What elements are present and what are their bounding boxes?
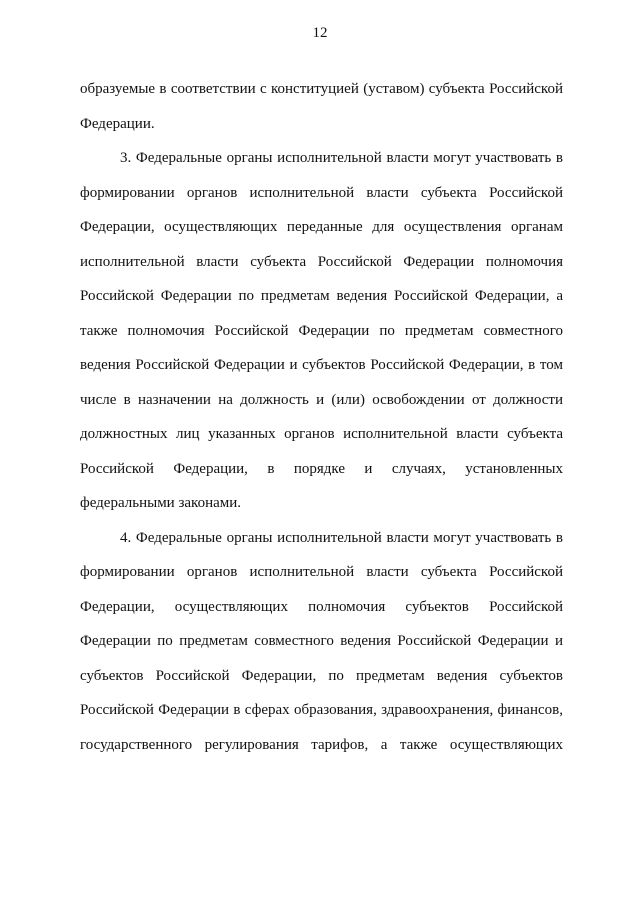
text-line: образуемые в соответствии с конституцией (уставом) субъекта Российской [80,81,563,97]
text-line: формировании органов исполнительной власти субъекта Российской [80,184,563,201]
text-line: Федерации. [80,115,155,132]
text-line: исполнительной власти субъекта Российской Федерации полномочия [80,253,563,270]
page-number: 12 [312,25,328,41]
text-line: федеральными законами. [80,495,242,511]
text-line: Российской Федерации, в порядке и случаях, установленных [80,460,563,477]
text-line: формировании органов исполнительной власти субъекта Российской [80,564,563,580]
text-line: числе в назначении на должность и (или) освобождении от должности [80,391,563,408]
text-line: Российской Федерации по предметам ведения Российской Федерации, а [80,288,563,304]
paragraph-4-start: 4. Федеральные органы исполнительной власти могут участвовать в [120,529,563,546]
text-line: также полномочия Российской Федерации по предметам совместного [80,322,563,339]
text-line: государственного регулирования тарифов, а также осуществляющих [80,736,563,753]
document-body [80,72,563,762]
text-line: Федерации, осуществляющих полномочия субъектов Российской [80,598,563,615]
text-line: Федерации, осуществляющих переданные для осуществления органам [80,219,563,235]
text-line: должностных лиц указанных органов исполнительной власти субъекта [80,426,563,442]
text-line: субъектов Российской Федерации, по предметам ведения субъектов [80,667,563,684]
text-line: ведения Российской Федерации и субъектов Российской Федерации, в том [80,357,563,373]
text-line: Федерации по предметам совместного ведения Российской Федерации и [80,633,563,649]
paragraph-3-start: 3. Федеральные органы исполнительной власти могут участвовать в [120,150,563,166]
text-line: Российской Федерации в сферах образования, здравоохранения, финансов, [80,702,563,718]
